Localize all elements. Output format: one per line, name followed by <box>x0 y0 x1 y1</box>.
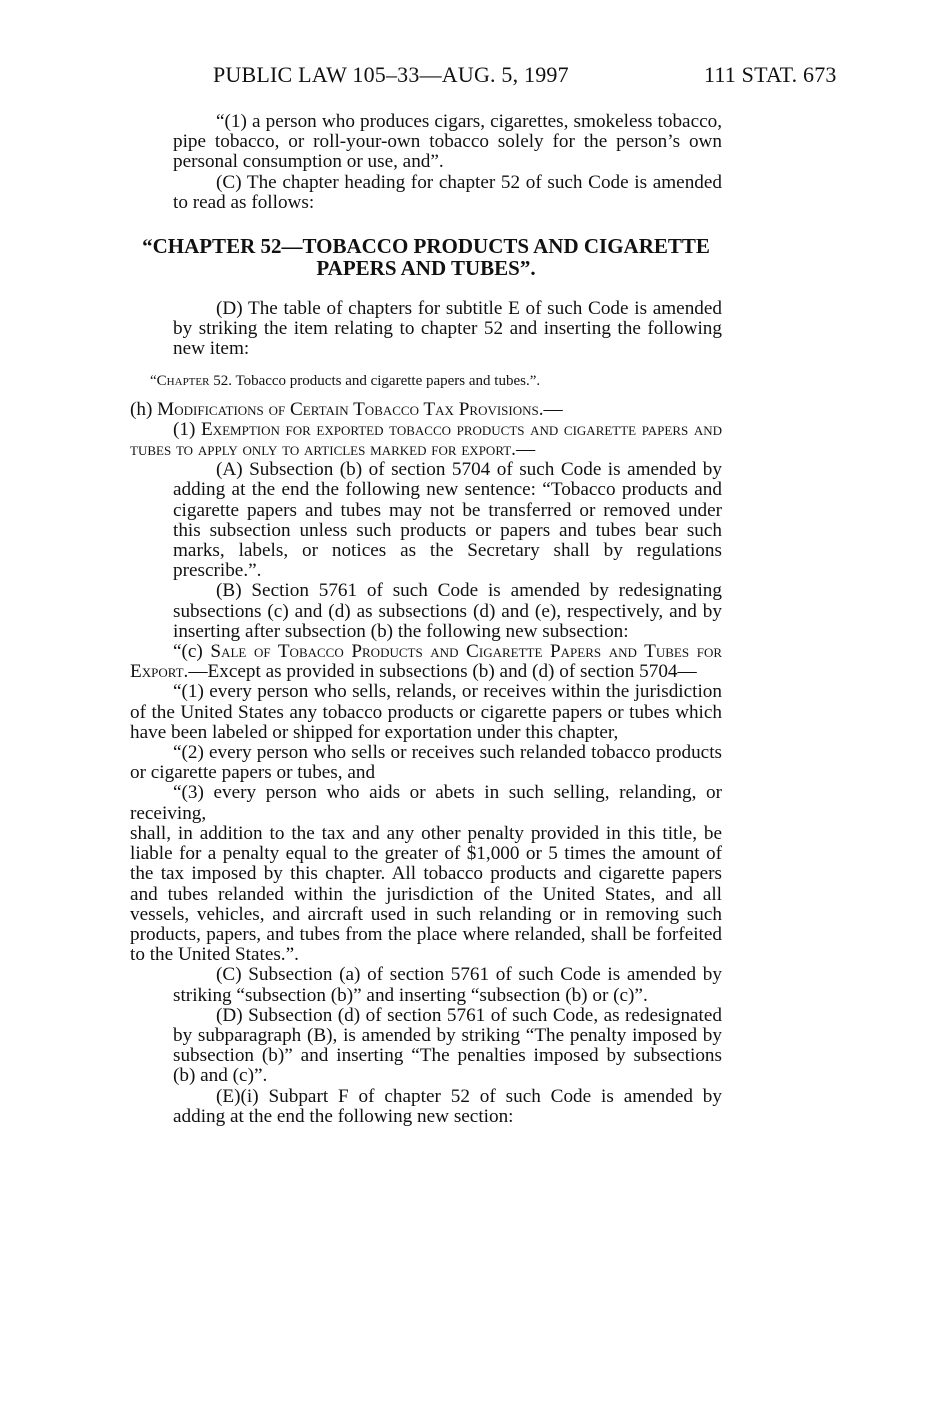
subparagraph-d: (D) The table of chapters for subtitle E of such Code is amended by striking the item relating to chapter 52 and inserting the following new item: <box>173 298 722 360</box>
subsection-h-label: (h) <box>130 398 158 420</box>
subparagraph-c: (C) The chapter heading for chapter 52 of such Code is amended to read as follows: <box>173 171 722 213</box>
new-subsection-c-heading: Sale of Tobacco Products and Cigarette Papers and Tubes for Export. <box>130 641 722 683</box>
subparagraph-d-amendment: (D) Subsection (d) of section 5761 of such Code, as redesignated by subparagraph (B), is amended by striking “The penalty imposed by subsection (b)” and inserting “The penalties imposed by subsections (b) and (c)”. <box>173 1004 722 1087</box>
chapter-heading: “CHAPTER 52—TOBACCO PRODUCTS AND CIGARETTE PAPERS AND TUBES”. <box>142 234 710 281</box>
paragraph-h1 <box>130 420 722 460</box>
new-subsection-c-tail: shall, in addition to the tax and any other penalty provided in this title, be liable for a penalty equal to the greater of $1,000 or 5 times the amount of the tax imposed by this chapter. All tobacco products and cigarette papers and tubes relanded within the jurisdiction of the United States, and all vessels, vehicles, and aircraft used in such relanding or in removing such products, papers, and tubes from the place where relanded, shall be forfeited to the United States.”. <box>130 822 722 966</box>
subparagraph-c-amendment: (C) Subsection (a) of section 5761 of such Code is amended by striking “subsection (b)” and inserting “subsection (b) or (c)”. <box>173 964 722 1006</box>
subparagraph-a: (A) Subsection (b) of section 5704 of such Code is amended by adding at the end the following new sentence: “Tobacco products and cigarette papers and tubes may not be transferred or removed under this subsection unless such products or papers and tubes bear such marks, labels, or notices as the Secretary shall by regulations prescribe.”. <box>173 459 722 582</box>
subparagraph-e: (E)(i) Subpart F of chapter 52 of such Code is amended by adding at the end the following new section: <box>173 1085 722 1127</box>
new-paragraph-c3: “(3) every person who aids or abets in such selling, relanding, or receiving, <box>130 782 722 824</box>
running-header-title: PUBLIC LAW 105–33—AUG. 5, 1997 <box>213 62 569 87</box>
paragraph-h1-heading: Exemption for exported tobacco products and cigarette papers and tubes to apply only to articles marked for export.— <box>130 418 723 461</box>
table-item-quote: “ <box>150 372 157 389</box>
new-paragraph-c1: “(1) every person who sells, relands, or receives within the jurisdiction of the United States any tobacco products or cigarette papers or tubes which have been labeled or shipped for exportation under this chapter, <box>130 681 722 743</box>
page-citation: 111 STAT. 673 <box>704 62 837 87</box>
quoted-paragraph-1: “(1) a person who produces cigars, cigarettes, smokeless tobacco, pipe tobacco, or roll-your-own tobacco solely for the person’s own personal consumption or use, and”. <box>173 111 722 173</box>
table-item-text: 52. Tobacco products and cigarette papers and tubes.”. <box>209 372 541 389</box>
new-subsection-c-label: “(c) <box>173 641 211 663</box>
paragraph-h1-label: (1) <box>173 418 201 440</box>
body-text <box>130 112 722 1127</box>
subsection-h <box>130 400 722 420</box>
new-paragraph-c2: “(2) every person who sells or receives such relanded tobacco products or cigarette papers or tubes, and <box>130 742 722 784</box>
subparagraph-b: (B) Section 5761 of such Code is amended by redesignating subsections (c) and (d) as subsections (d) and (e), respectively, and by inserting after subsection (b) the following new subsection: <box>173 580 722 642</box>
new-subsection-c-text: —Except as provided in subsections (b) and (d) of section 5704— <box>188 661 697 683</box>
table-of-chapters-item <box>150 372 722 390</box>
table-item-chapter-word: Chapter <box>156 372 210 389</box>
subsection-h-heading: Modifications of Certain Tobacco Tax Provisions.— <box>157 398 563 420</box>
new-subsection-c <box>130 642 722 682</box>
